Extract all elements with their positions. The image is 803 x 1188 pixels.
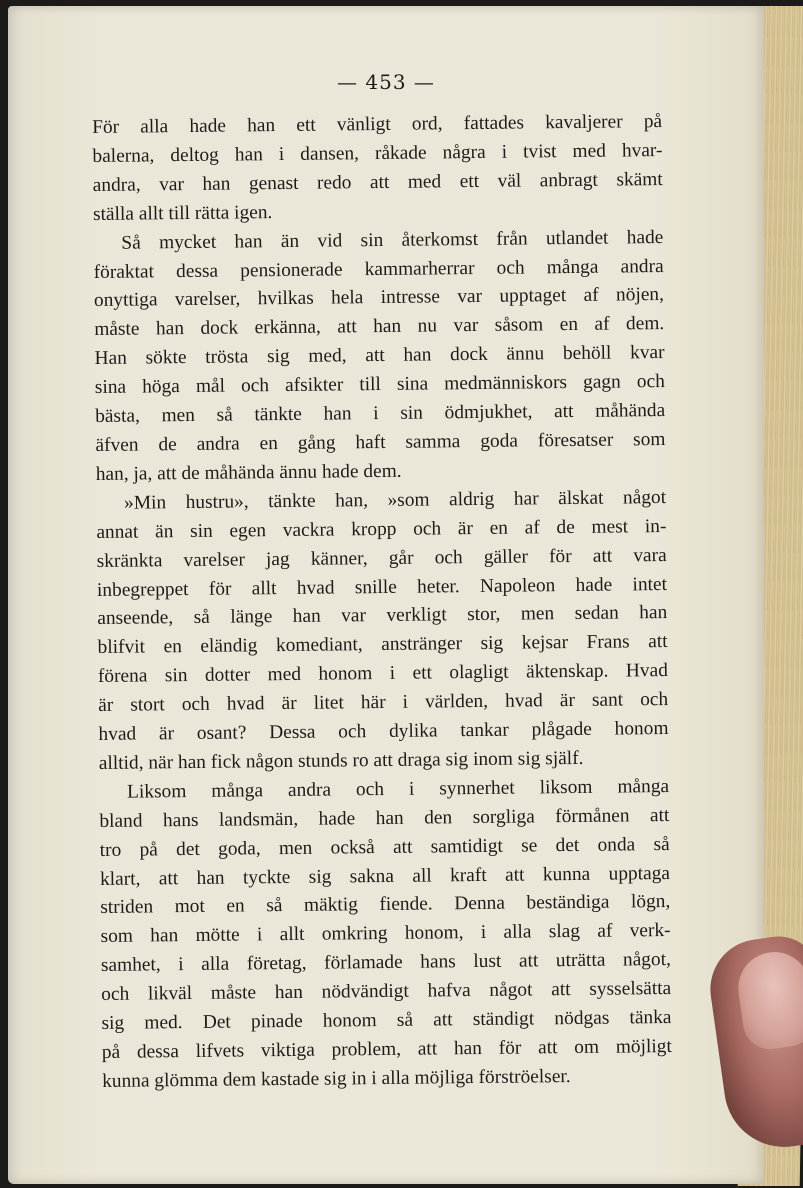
text-line: förena sin dotter med honom i ett olagligt äktenskap. Hvad	[97, 660, 668, 688]
text-line: Liksom många andra och i synnerhet liksom många	[126, 775, 670, 803]
text-line: ställa allt till rätta igen.	[92, 201, 273, 225]
text-line: striden mot en så mäktig fiende. Denna beständiga lögn,	[100, 891, 671, 919]
text-line: annat än sin egen vackra kropp och är en af de mest in-	[96, 515, 667, 543]
text-line: sina höga mål och afsikter till sina medmänniskors gagn och	[94, 371, 665, 399]
text-line: måste han dock erkänna, att han nu var såsom en af dem.	[94, 313, 665, 341]
text-line: som han mötte i allt omkring honom, i alla slag af verk-	[100, 920, 671, 948]
text-line: blifvit en eländig komediant, anstränger sig kejsar Frans att	[97, 631, 668, 659]
text-line: tro på det goda, men också att samtidigt se det onda så	[99, 833, 670, 861]
text-line: inbegreppet för allt hvad snille heter. Napoleon hade intet	[96, 573, 668, 601]
text-line: bästa, men så tänkte han i sin ödmjukhet, att måhända	[95, 400, 666, 428]
text-line: är stort och hvad är litet här i världen, hvad är sant och	[98, 689, 669, 717]
text-line: kunna glömma dem kastade sig in i alla möjliga förströelser.	[102, 1065, 571, 1092]
text-line: andra, var han genast redo att med ett väl anbragt skämt	[92, 168, 663, 196]
text-line: samhet, i alla företag, förlamade hans lust att uträtta något,	[100, 949, 671, 977]
text-line: »Min hustru», tänkte han, »som aldrig har älskat något	[123, 486, 667, 514]
text-line: Så mycket han än vid sin återkomst från utlandet hade	[121, 226, 664, 254]
text-line: skränkta varelser jag känner, går och gäller för att vara	[96, 544, 667, 572]
text-line: Han sökte trösta sig med, att han dock ännu behöll kvar	[94, 342, 665, 370]
paragraph	[96, 484, 669, 779]
page-number: — 453 —	[337, 70, 435, 94]
text-line: alltid, när han fick någon stunds ro att draga sig inom sig själf.	[98, 747, 584, 774]
text-line: på dessa lifvets viktiga problem, att han för att om möjligt	[101, 1035, 672, 1063]
body-text	[92, 108, 672, 1097]
text-line: För alla hade han ett vänligt ord, fattades kavaljerer på	[92, 111, 663, 138]
text-line: han, ja, att de måhända ännu hade dem.	[95, 460, 402, 485]
text-line: balerna, deltog han i dansen, råkade några i tvist med hvar-	[92, 139, 663, 167]
text-line: föraktat dessa pensionerade kammarherrar och många andra	[93, 255, 664, 283]
text-line: sig med. Det pinade honom så att ständigt nödgas tänka	[101, 1007, 672, 1035]
paragraph	[99, 773, 672, 1097]
text-line: anseende, så länge han var verkligt stor, men sedan han	[97, 602, 668, 630]
paragraph	[92, 108, 663, 230]
text-line: äfven de andra en gång haft samma goda föresatser som	[95, 428, 666, 456]
text-line: klart, att han tyckte sig sakna all kraft att kunna upptaga	[99, 862, 671, 890]
text-line: bland hans landsmän, hade han den sorgliga förmånen att	[99, 804, 670, 832]
book-page	[8, 6, 764, 1184]
text-line: hvad är osant? Dessa och dylika tankar plågade honom	[98, 718, 669, 745]
text-line: och likväl måste han nödvändigt hafva något att sysselsätta	[101, 978, 672, 1006]
text-line: onyttiga varelser, hvilkas hela intresse var upptaget af nöjen,	[93, 284, 665, 312]
paragraph	[93, 224, 666, 490]
